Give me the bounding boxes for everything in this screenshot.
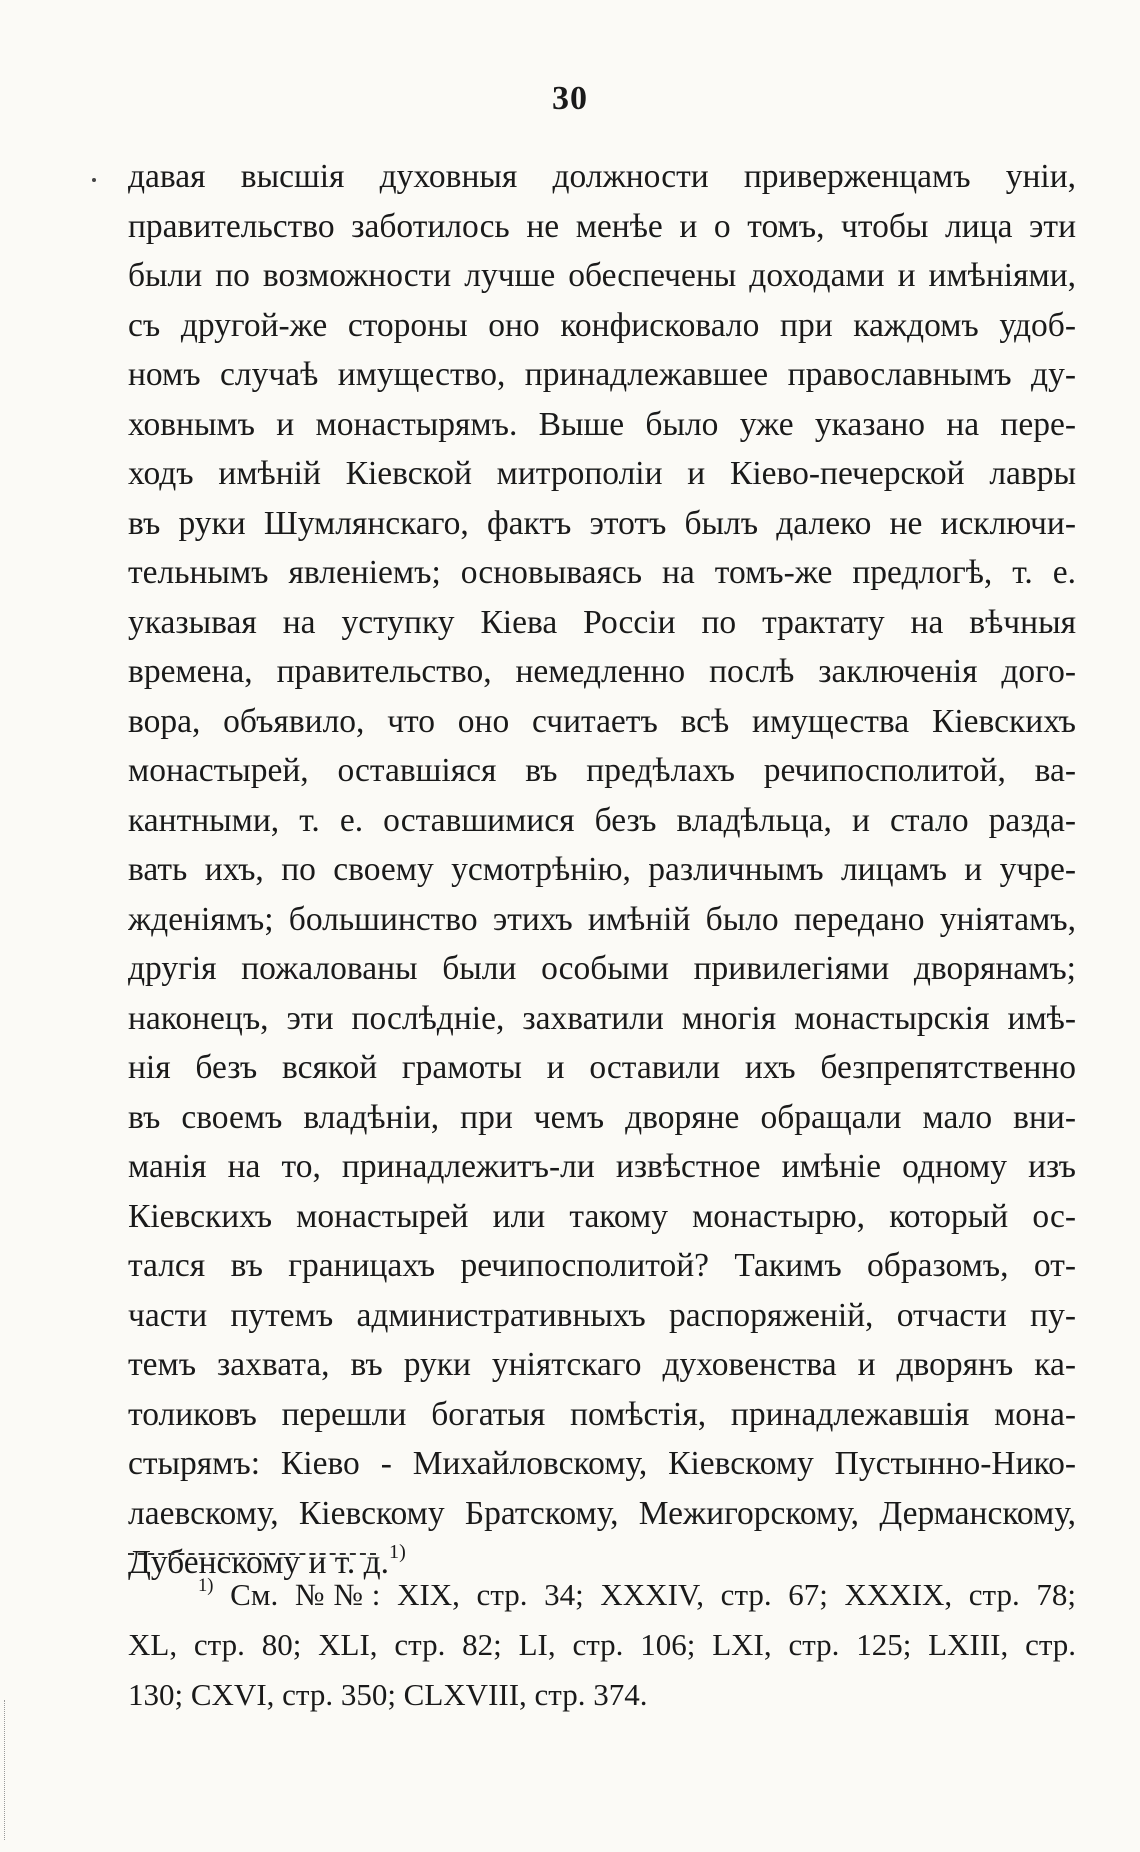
- text-line: вать ихъ, по своему усмотрѣнію, различнымъ лицамъ и учре-: [128, 851, 1076, 888]
- text-line: лаевскому, Кіевскому Братскому, Межигорскому, Дерманскому,: [128, 1494, 1076, 1532]
- text-line: были по возможности лучше обеспечены доходами и имѣніями,: [128, 257, 1076, 294]
- footnote-separator: [128, 1553, 376, 1555]
- footnote-mark: 1): [198, 1575, 214, 1597]
- text-line: тельнымъ явленіемъ; основываясь на томъ-же предлогѣ, т. е.: [128, 554, 1076, 591]
- text-line: манія на то, принадлежитъ-ли извѣстное имѣніе одному изъ: [128, 1148, 1076, 1185]
- text-line: другія пожалованы были особыми привилегіями дворянамъ;: [128, 950, 1076, 987]
- page-number: 30: [552, 80, 588, 117]
- scan-edge-marks: [4, 1700, 8, 1840]
- text-line: монастырей, оставшіяся въ предѣлахъ речипосполитой, ва-: [128, 752, 1076, 789]
- text-line: стырямъ: Кіево - Михайловскому, Кіевскому Пустынно-Нико-: [128, 1445, 1076, 1482]
- footnote-line: [128, 1570, 1076, 1620]
- footnotes: [128, 1570, 1076, 1720]
- footnote-reference: 1): [389, 1540, 406, 1563]
- footnote-line: 130; CXVI, стр. 350; CLXVIII, стр. 374.: [128, 1677, 648, 1712]
- text-line: съ другой-же стороны оно конфисковало при каждомъ удоб-: [128, 306, 1076, 344]
- text-line: давая высшія духовныя должности приверженцамъ уніи,: [128, 158, 1076, 195]
- final-line-text: Дубенскому и т. д.: [128, 1544, 390, 1581]
- text-line: кантными, т. е. оставшимися безъ владѣльца, и стало разда-: [128, 801, 1076, 839]
- footnote-line: XL, стр. 80; XLI, стр. 82; LI, стр. 106; LXI, стр. 125; LXIII, стр.: [128, 1627, 1076, 1662]
- body-text: [128, 152, 1076, 1588]
- text-line: Кіевскихъ монастырей или такому монастырю, который ос-: [128, 1197, 1076, 1235]
- text-line: ходъ имѣній Кіевской митрополіи и Кіево-печерской лавры: [128, 455, 1076, 492]
- text-line: части путемъ административныхъ распоряженій, отчасти пу-: [128, 1296, 1076, 1334]
- text-line: толиковъ перешли богатыя помѣстія, принадлежавшія мона-: [128, 1395, 1076, 1433]
- text-line: темъ захвата, въ руки уніятскаго духовенства и дворянъ ка-: [128, 1346, 1076, 1383]
- text-line: правительство заботилось не менѣе и о томъ, чтобы лица эти: [128, 207, 1076, 245]
- text-line: времена, правительство, немедленно послѣ заключенія дого-: [128, 653, 1076, 690]
- text-line: ховнымъ и монастырямъ. Выше было уже указано на пере-: [128, 405, 1076, 443]
- text-line: тался въ границахъ речипосполитой? Такимъ образомъ, от-: [128, 1247, 1076, 1284]
- text-line: указывая на уступку Кіева Россіи по трактату на вѣчныя: [128, 603, 1076, 641]
- margin-mark: [92, 178, 96, 182]
- text-line: номъ случаѣ имущество, принадлежавшее православнымъ ду-: [128, 356, 1076, 393]
- text-line: въ своемъ владѣніи, при чемъ дворяне обращали мало вни-: [128, 1098, 1076, 1136]
- footnote-text: См. №№: XIX, стр. 34; XXXIV, стр. 67; XXXIX, стр. 78;: [230, 1577, 1076, 1612]
- text-line: нія безъ всякой грамоты и оставили ихъ безпрепятственно: [128, 1049, 1076, 1086]
- text-line: вора, объявило, что оно считаетъ всѣ имущества Кіевскихъ: [128, 702, 1076, 740]
- text-line: наконецъ, эти послѣдніе, захватили многія монастырскія имѣ-: [128, 999, 1076, 1037]
- text-line: жденіямъ; большинство этихъ имѣній было передано уніятамъ,: [128, 900, 1076, 938]
- text-line: въ руки Шумлянскаго, фактъ этотъ былъ далеко не исключи-: [128, 504, 1076, 542]
